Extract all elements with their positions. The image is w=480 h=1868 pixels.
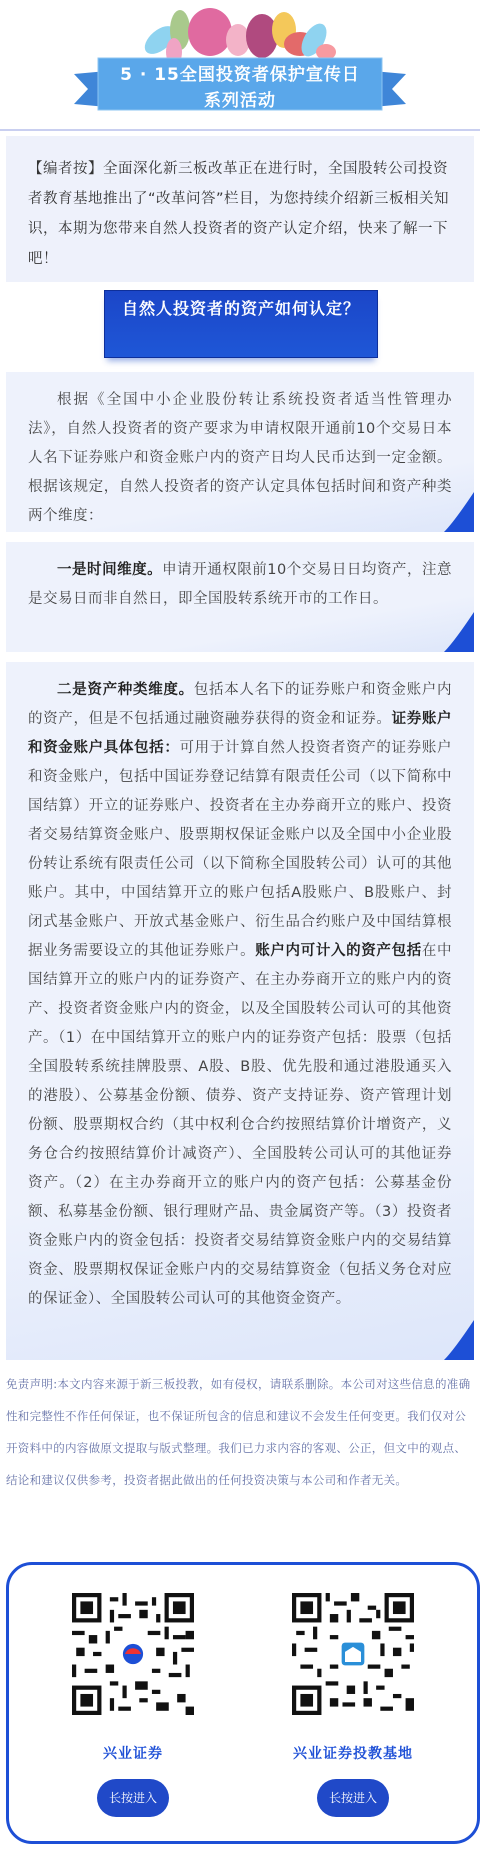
section-asset-text bbox=[6, 662, 474, 1328]
banner-title-line2: 系列活动 bbox=[204, 91, 276, 111]
qr-code-icon[interactable] bbox=[72, 1593, 194, 1715]
long-press-enter-button-right[interactable]: 长按进入 bbox=[317, 1779, 389, 1817]
section-time-dimension bbox=[6, 542, 474, 652]
section-time-text bbox=[6, 542, 474, 628]
section-asset-type bbox=[6, 662, 474, 1360]
section-time-heading: 一是时间维度。 bbox=[57, 562, 163, 578]
header-banner bbox=[0, 0, 480, 132]
corner-swoosh bbox=[444, 612, 474, 652]
qr-label-right: 兴业证券投教基地 bbox=[293, 1746, 413, 1762]
qr-column-investor-education-base bbox=[253, 1593, 453, 1817]
qr-label-left: 兴业证券 bbox=[103, 1746, 163, 1762]
qr-column-industrial-securities bbox=[33, 1593, 233, 1817]
editor-note bbox=[6, 136, 474, 282]
section-intro-text: 根据《全国中小企业股份转让系统投资者适当性管理办法》，自然人投资者的资产要求为申请权限开通前10个交易日本人名下证券账户和资金账户内的资产日均人民币达到一定金额。根据该规定，自然人投资者的资产认定具体包括时间和资产种类两个维度： bbox=[28, 392, 452, 524]
section-asset-subheading-1: 证券账户和资金账户具体包括： bbox=[28, 711, 453, 756]
editor-note-text: 【编者按】全面深化新三板改革正在进行时，全国股转公司投资者教育基地推出了“改革问答”栏目，为您持续介绍新三板相关知识，本期为您带来自然人投资者的资产认定介绍，快来了解一下吧！ bbox=[28, 161, 450, 267]
disclaimer: 免责声明:本文内容来源于新三板投教，如有侵权，请联系删除。本公司对这些信息的准确性和完整性不作任何保证，也不保证所包含的信息和建议不会发生任何变更。我们仅对公开资料中的内容做原文提取与版式整理。我们已力求内容的客观、公正，但文中的观点、结论和建议仅供参考，投资者据此做出的任何投资决策与本公司和作者无关。 bbox=[6, 1377, 471, 1487]
corner-swoosh bbox=[444, 492, 474, 532]
section-asset-body-2: 可用于计算自然人投资者资产的证券账户和资金账户，包括中国证券登记结算有限责任公司（以下简称中国结算）开立的证券账户、投资者在主办券商开立的账户、投资者交易结算资金账户、股票期权保证金账户以及全国中小企业股份转让系统有限责任公司（以下简称全国股转公司）认可的其他账户。其中，中国结算开立的账户包括A股账户、B股账户、封闭式基金账户、开放式基金账户、衍生品合约账户及中国结算根据业务需要设立的其他证券账户。 bbox=[28, 740, 453, 959]
section-intro bbox=[6, 372, 474, 532]
long-press-enter-button-left[interactable]: 长按进入 bbox=[97, 1779, 169, 1817]
qr-code-icon[interactable] bbox=[292, 1593, 414, 1715]
corner-swoosh bbox=[444, 1320, 474, 1360]
section-time-body: 申请开通权限前10个交易日日均资产，注意是交易日而非自然日，即全国股转系统开市的工作日。 bbox=[28, 562, 452, 607]
section-asset-body-3: 在中国结算开立的账户内的证券资产、在主办券商开立的账户内的资产、投资者资金账户内的资金，以及全国股转公司认可的其他资产。（1）在中国结算开立的账户内的证券资产包括：股票（包括全国股转系统挂牌股票、A股、B股、优先股和通过港股通买入的港股）、公募基金份额、债券、资产支持证券、资产管理计划份额、股票期权合约（其中权利仓合约按照结算价计增资产，义务仓合约按照结算价计减资产）、全国股转公司认可的其他证券资产。（2）在主办券商开立的账户内的资产包括：公募基金份额、私募基金份额、银行理财产品、贵金属资产等。（3）投资者资金账户内的资金包括：投资者交易结算资金账户内的交易结算资金、股票期权保证金账户内的交易结算资金（包括义务仓对应的保证金）、全国股转公司认可的其他资金资产。 bbox=[28, 943, 453, 1307]
question-title: 自然人投资者的资产如何认定？ bbox=[121, 299, 360, 318]
section-asset-heading: 二是资产种类维度。 bbox=[57, 682, 194, 698]
question-box bbox=[104, 290, 378, 358]
section-asset-subheading-2: 账户内可计入的资产包括 bbox=[255, 943, 422, 959]
banner-title bbox=[90, 62, 390, 114]
banner-title-line1: 5 · 15全国投资者保护宣传日 bbox=[120, 65, 360, 85]
footer-qr-panel bbox=[6, 1562, 480, 1844]
section-asset-body-1: 包括本人名下的证券账户和资金账户内的资产，但是不包括通过融资融券获得的资金和证券。 bbox=[28, 682, 453, 727]
